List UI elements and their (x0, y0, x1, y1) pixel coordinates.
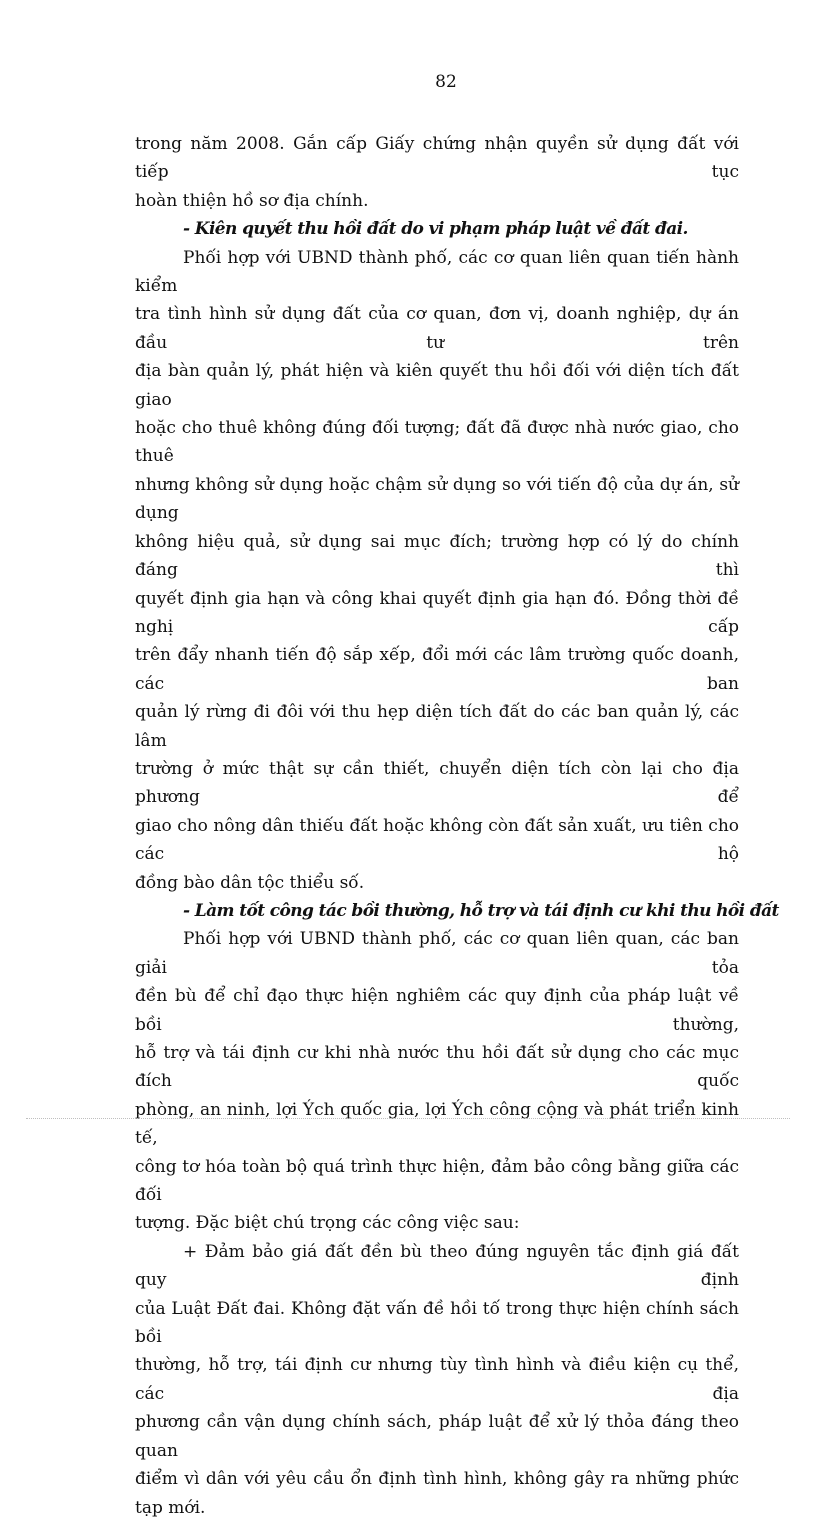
land-price-paragraph (135, 1238, 739, 1522)
text-line: Phối hợp với UBND thành phố, các cơ quan liên quan tiến hành kiểm (135, 247, 739, 297)
text-line: phương cần vận dụng chính sách, pháp luật để xử lý thỏa đáng theo quan (135, 1412, 739, 1461)
text-line: trên đẩy nhanh tiến độ sắp xếp, đổi mới các lâm trường quốc doanh, các ban (135, 645, 739, 694)
text-line: hoàn thiện hồ sơ địa chính. (135, 190, 369, 211)
text-line: công tơ hóa toàn bộ quá trình thực hiện, đảm bảo công bằng giữa các đối (135, 1156, 739, 1206)
text-line: nhưng không sử dụng hoặc chậm sử dụng so với tiến độ của dự án, sử dụng (135, 474, 739, 524)
page-body (135, 130, 779, 1522)
text-line: giao cho nông dân thiếu đất hoặc không còn đất sản xuất, ưu tiên cho các hộ (135, 815, 739, 865)
text-line: hỗ trợ và tái định cư khi nhà nước thu hồi đất sử dụng cho các mục đích quốc (135, 1043, 739, 1092)
land-recovery-paragraph (135, 244, 739, 897)
text-line: hoặc cho thuê không đúng đối tượng; đất đã được nhà nước giao, cho thuê (135, 418, 739, 467)
text-line: thường, hỗ trợ, tái định cư nhưng tùy tình hình và điều kiện cụ thể, các địa (135, 1355, 739, 1404)
compensation-paragraph (135, 925, 739, 1237)
page-number: 82 (435, 72, 457, 92)
section-heading-compensation: - Làm tốt công tác bồi thường, hỗ trợ và tái định cư khi thu hồi đất (183, 900, 779, 921)
text-line: trường ở mức thật sự cần thiết, chuyển diện tích còn lại cho địa phương để (135, 758, 739, 808)
section-heading-land-recovery: - Kiên quyết thu hồi đất do vi phạm pháp luật về đất đai. (183, 219, 688, 240)
text-line: của Luật Đất đai. Không đặt vấn đề hồi tố trong thực hiện chính sách bồi (135, 1298, 739, 1348)
text-line: điểm vì dân với yêu cầu ổn định tình hình, không gây ra những phức tạp mới. (135, 1469, 739, 1518)
intro-paragraph (135, 130, 739, 215)
text-line: Phối hợp với UBND thành phố, các cơ quan liên quan, các ban giải tỏa (135, 929, 739, 978)
text-line: quản lý rừng đi đôi với thu hẹp diện tích đất do các ban quản lý, các lâm (135, 702, 739, 751)
text-line: + Đảm bảo giá đất đền bù theo đúng nguyên tắc định giá đất quy định (135, 1241, 739, 1291)
text-line: đền bù để chỉ đạo thực hiện nghiêm các quy định của pháp luật về bồi thường, (135, 986, 739, 1035)
text-line: tượng. Đặc biệt chú trọng các công việc sau: (135, 1213, 520, 1234)
text-line: tra tình hình sử dụng đất của cơ quan, đơn vị, doanh nghiệp, dự án đầu tư trên (135, 304, 739, 353)
text-line: địa bàn quản lý, phát hiện và kiên quyết thu hồi đối với diện tích đất giao (135, 361, 739, 410)
text-line: đồng bào dân tộc thiểu số. (135, 872, 365, 893)
page-bottom-divider (26, 1118, 790, 1119)
text-line: phòng, an ninh, lợi Ých quốc gia, lợi Ých công cộng và phát triển kinh tế, (135, 1099, 739, 1149)
text-line: trong năm 2008. Gắn cấp Giấy chứng nhận quyền sử dụng đất với tiếp tục (135, 134, 739, 183)
text-line: không hiệu quả, sử dụng sai mục đích; trường hợp có lý do chính đáng thì (135, 531, 739, 581)
text-line: quyết định gia hạn và công khai quyết định gia hạn đó. Đồng thời đề nghị cấp (135, 588, 739, 637)
